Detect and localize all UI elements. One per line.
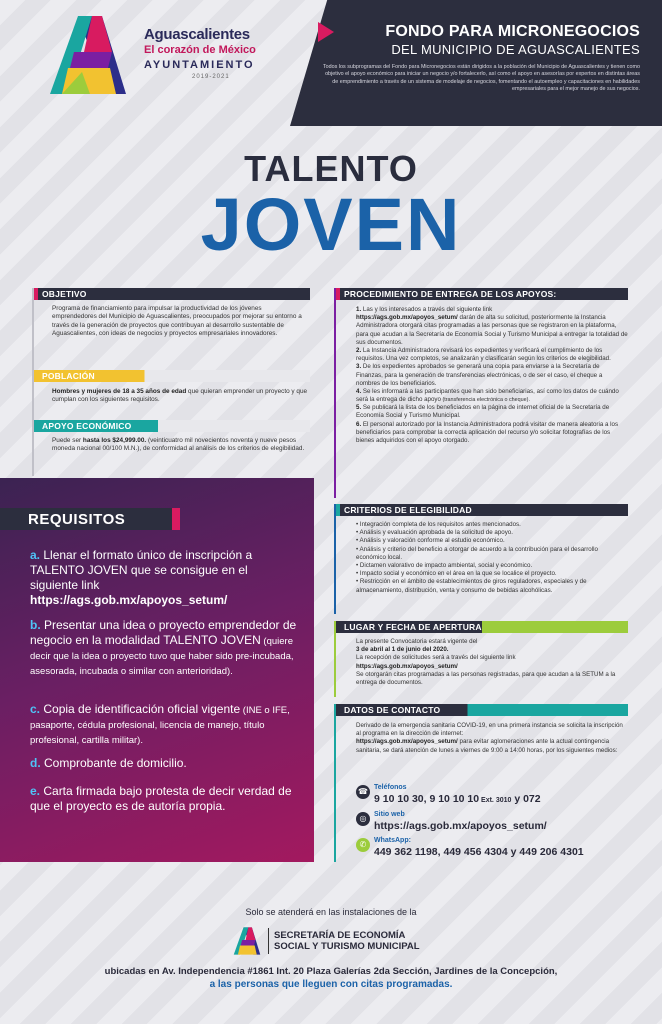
- criterios-heading: [336, 504, 628, 516]
- lugar-text: [356, 638, 628, 687]
- objetivo-text: Programa de financiamiento para impulsar la productividad de los jóvenes emprendedores del Municipio de Aguascalientes, preocupados por mejorar su entorno a través de la generación de proyectos que contribuyan al desarrollo sustentable de Aguascalientes, con ideas de negocios y proyectos empresariales innovadores.: [52, 305, 302, 338]
- phone-icon: ☎: [356, 785, 370, 799]
- telefonos-a: 9 10 10 30, 9 10 10 10: [374, 793, 480, 805]
- ayuntamiento-logo: [48, 12, 288, 102]
- poblacion-heading-text: POBLACIÓN: [42, 371, 95, 381]
- apoyo-heading: [34, 420, 310, 432]
- criterio-item: • Dictamen valorativo de impacto ambiental, social y económico.: [356, 561, 533, 569]
- objetivo-heading-text: OBJETIVO: [42, 289, 87, 299]
- paso-4-num: 4.: [356, 387, 362, 395]
- telefonos-b: y 072: [511, 793, 541, 805]
- paso-4: Se les informará a las participantes que han sido beneficiarias, así como los datos de cuándo será la entrega de dicho apoyo: [356, 387, 619, 404]
- lugar-dates: 3 de abril al 1 de junio del 2020.: [356, 646, 449, 654]
- requisito-c-small: (INE o IFE, pasaporte, cédula profesional, licencia de manejo, título profesional, cartilla militar).: [30, 705, 290, 746]
- poblacion-rest: que quieran emprender un proyecto y que cumplan con los siguientes requisitos.: [52, 388, 308, 404]
- requisito-a-key: a.: [30, 548, 41, 562]
- footer-org-2: SOCIAL Y TURISMO MUNICIPAL: [274, 941, 420, 953]
- apoyo-heading-text: APOYO ECONÓMICO: [42, 421, 132, 431]
- footer-org-1: SECRETARÍA DE ECONOMÍA: [274, 930, 406, 941]
- requisito-a-text: Llenar el formato único de inscripción a TALENTO JOVEN que se consigue en el siguiente link: [30, 548, 253, 592]
- criterio-item: • Impacto social y económico en el área en la que se localice el proyecto.: [356, 570, 557, 578]
- criterio-item: • Análisis y valoración conforme al estudio económico.: [356, 537, 505, 545]
- contacto-line: [334, 704, 336, 862]
- criterio-item: • Análisis y evaluación aprobada de la solicitud de apoyo.: [356, 529, 513, 537]
- requisito-b-key: b.: [30, 618, 41, 632]
- paso-2: La Instancia Administradora revisará los expedientes y verificará el cumplimiento de los requisitos. Una vez completos, se analizarán y clasificarán según los criterios de elegibilidad.: [356, 346, 611, 363]
- lugar-heading-text: LUGAR Y FECHA DE APERTURA: [344, 622, 482, 632]
- paso-3: De los expedientes aprobados se generará una copia para enviarse a la Secretaría de Finanzas, para la generación de transferencias electrónicas, o de ser el caso, el cheque a nombres de los beneficiarios.: [356, 363, 603, 387]
- procedimiento-heading: [336, 288, 628, 300]
- logo-line-3: AYUNTAMIENTO: [144, 59, 255, 71]
- web-value[interactable]: https://ags.gob.mx/apoyos_setum/: [374, 820, 547, 832]
- contacto-heading: [336, 704, 628, 716]
- apoyo-pre: Puede ser: [52, 437, 83, 444]
- paso-6: El personal autorizado por la Instancia Administradora podrá visitar de manera aleatoria a los beneficiarios para comprobar la correcta aplicación del recurso y/o solicitar fotografías de los bienes adquiridos con el apoyo otorgado.: [356, 420, 619, 444]
- footer-line-1: Solo se atenderá en las instalaciones de la: [245, 907, 417, 917]
- paso-4-small: (transferencia electrónica o cheque).: [440, 397, 530, 404]
- telefonos-value[interactable]: [374, 793, 541, 805]
- requisito-a: [30, 548, 298, 608]
- apoyo-text: [52, 437, 310, 454]
- requisito-d-text: Comprobante de domicilio.: [40, 756, 187, 770]
- paso-5: Se publicará la lista de los beneficiados en la página de internet oficial de la Secretaría de Economía Social y Turismo Municipal.: [356, 404, 610, 420]
- whatsapp-label: WhatsApp:: [374, 837, 411, 844]
- lugar-heading: [336, 621, 628, 633]
- contacto-link[interactable]: https://ags.gob.mx/apoyos_setum/: [356, 738, 458, 746]
- logo-line-1: Aguascalientes: [144, 26, 250, 43]
- requisito-b-text: Presentar una idea o proyecto emprendedor de negocio en la modalidad TALENTO JOVEN: [30, 618, 297, 647]
- poblacion-heading: [34, 370, 310, 382]
- paso-1-link[interactable]: https://ags.gob.mx/apoyos_setum/: [356, 314, 458, 322]
- accent-bar: [34, 288, 38, 300]
- title-talento: TALENTO: [244, 148, 418, 189]
- requisito-c-key: c.: [30, 702, 41, 716]
- requisito-e: [30, 784, 298, 814]
- lugar-line-3: La recepción de solicitudes será a través del siguiente link: [356, 654, 516, 662]
- logo-years: 2019-2021: [192, 74, 230, 80]
- paso-5-num: 5.: [356, 404, 362, 412]
- whatsapp-icon: ✆: [356, 838, 370, 852]
- left-column-line: [32, 288, 34, 476]
- contacto-heading-text: DATOS DE CONTACTO: [344, 705, 441, 715]
- header-description: Todos los subprogramas del Fondo para Micronegocios están dirigidos a la población del Municipio de Aguascalientes y tienen como objetivo el apoyo económico para iniciar un negocio y/o fortalecerlo, así como el apoyo en asesorías por expertos en distintas áreas de emprendimiento a través de un sistema de modelaje de negocios, fomentando el autoempleo y capacitaciones en habilidades empresariales para el mejor manejo de sus negocios.: [322, 64, 640, 92]
- lugar-link[interactable]: https://ags.gob.mx/apoyos_setum/: [356, 662, 458, 670]
- telefonos-label: Teléfonos: [374, 784, 407, 791]
- header-subtitle: DEL MUNICIPIO DE AGUASCALIENTES: [391, 42, 640, 57]
- contacto-intro: Derivado de la emergencia sanitaria COVID-19, en una primera instancia se solicita la inscripción al programa en la dirección de internet:: [356, 722, 623, 738]
- apoyo-amount: hasta los $24,999.00.: [82, 437, 147, 444]
- header-banner: [290, 0, 662, 126]
- criterios-line: [334, 504, 336, 614]
- procedimiento-text: [356, 306, 628, 445]
- accent-bar: [336, 288, 340, 300]
- whatsapp-value[interactable]: 449 362 1198, 449 456 4304 y 449 206 4301: [374, 846, 584, 858]
- apoyo-rest: (veinticuatro mil novecientos noventa y nueve pesos moneda nacional 00/100 M.N.), de conformidad al análisis de los criterios de elegibilidad.: [52, 437, 305, 453]
- web-label: Sitio web: [374, 811, 405, 818]
- lugar-line-5: Se otorgarán citas programadas a las personas registradas, para que acudan a la SETUM a la entrega de documentos.: [356, 670, 616, 686]
- title-joven: JOVEN: [200, 183, 462, 266]
- procedimiento-line: [334, 288, 336, 498]
- requisito-b-small: (quiere decir que la idea o proyecto tuvo que haber sido pre-incubada, asesorada, incubada o similar con anterioridad).: [30, 636, 294, 677]
- accent-bar: [336, 504, 340, 516]
- footer-note: a las personas que lleguen con citas programadas.: [209, 979, 453, 990]
- requisito-c-text: Copia de identificación oficial vigente: [40, 702, 241, 716]
- paso-3-num: 3.: [356, 363, 362, 371]
- poblacion-bold: Hombres y mujeres de 18 a 35 años de edad: [52, 388, 187, 395]
- paso-2-num: 2.: [356, 346, 362, 354]
- paso-6-num: 6.: [356, 420, 362, 428]
- criterios-heading-text: CRITERIOS DE ELEGIBILIDAD: [344, 505, 472, 515]
- globe-icon: ◎: [356, 812, 370, 826]
- criterio-item: • Integración completa de los requisitos antes mencionados.: [356, 521, 521, 528]
- paso-1-b: darán de alta su solicitud, posteriormente la Instancia Administradora otorgará citas programadas a las personas que se registraron en la plataforma, para que acudan a la Secretaría de Economía Social y Turismo Municipal a entregar la totalidad de sus documentos.: [356, 314, 628, 346]
- lugar-line-1: La presente Convocatoria estará vigente del: [356, 638, 478, 645]
- paso-1-a: Las y los interesados a través del siguiente link: [361, 306, 493, 313]
- objetivo-heading: [34, 288, 310, 300]
- footer-address: ubicadas en Av. Independencia #1861 Int. 20 Plaza Galerías 2da Sección, Jardines de la Concepción,: [104, 966, 558, 977]
- criterio-item: • Restricción en el ámbito de establecimientos de giros reguladores, especiales y de almacenamiento, distribución, venta y consumo de bebidas alcohólicas.: [356, 578, 587, 594]
- requisito-a-link[interactable]: https://ags.gob.mx/apoyos_setum/: [30, 593, 228, 607]
- contacto-text: [356, 722, 628, 755]
- requisitos-accent: [172, 508, 180, 530]
- secretaria-logo-icon: [232, 926, 262, 956]
- paso-1-num: 1.: [356, 306, 362, 313]
- requisito-c: [30, 702, 298, 747]
- requisito-d: [30, 756, 298, 771]
- logo-line-2: El corazón de México: [144, 44, 256, 56]
- footer-organization: [274, 930, 420, 953]
- requisitos-heading: REQUISITOS: [28, 511, 126, 528]
- requisito-d-key: d.: [30, 756, 41, 770]
- footer-separator: [268, 928, 269, 954]
- criterio-item: • Análisis y criterio del beneficio a otorgar de acuerdo a la contribución para el desarrollo económico local.: [356, 545, 598, 561]
- logo-a-icon: [48, 12, 128, 98]
- requisito-b: [30, 618, 298, 678]
- telefonos-ext: Ext. 3010: [479, 797, 512, 804]
- contacto-rest: para evitar aglomeraciones ante la actual contingencia sanitaria, se dará atención de lunes a viernes de 9:00 a 14:00 horas, por los siguientes medios:: [356, 738, 618, 754]
- requisito-e-text: Carta firmada bajo protesta de decir verdad de que el proyecto es de autoría propia.: [30, 784, 292, 813]
- procedimiento-heading-text: PROCEDIMIENTO DE ENTREGA DE LOS APOYOS:: [344, 289, 557, 299]
- criterios-list: [356, 521, 628, 595]
- requisito-e-key: e.: [30, 784, 41, 798]
- poblacion-text: [52, 388, 310, 405]
- header-triangle-icon: [318, 22, 334, 42]
- header-title: FONDO PARA MICRONEGOCIOS: [385, 23, 640, 40]
